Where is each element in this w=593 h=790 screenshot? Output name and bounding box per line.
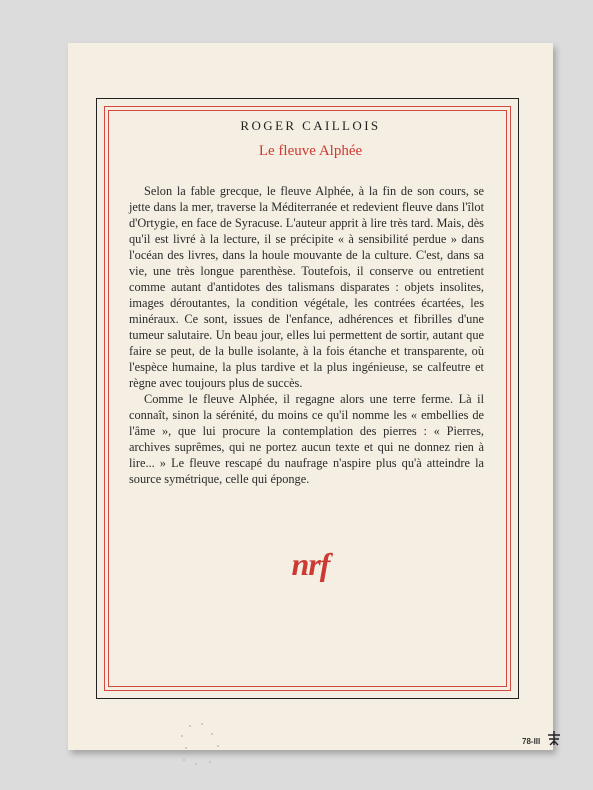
author-name: ROGER CAILLOIS: [240, 118, 381, 133]
book-back-cover: [68, 43, 553, 750]
nrf-logo: nrf: [291, 546, 330, 582]
book-title: Le fleuve Alphée: [258, 143, 363, 159]
catalog-code: 78-III: [522, 737, 541, 746]
blurb-paragraph-1: Selon la fable grecque, le fleuve Alphée, à la fin de son cours, se jette dans la mer, traverse la Méditerranée et redevient fleuve dans l'îlot d'Ortygie, en face de Syracuse. L'auteur apprit à lire très tard. Mais, dès qu'il est livré à la lecture, il se précipite « à sensibilité perdue » dans l'océan des livres, dans la houle mouvante de la culture. C'est, dans sa vie, une très longue parenthèse. Toutefois, il conserve ou entretient comme autant d'antidotes des talismans disparates : objets insolites, images déroutantes, la condition végétale, les contrées écartées, les minéraux. Ce sont, issues de l'enfance, adhérences et fibrilles d'une tumeur salutaire. Un beau jour, elles lui permettent de sortir, autant que faire se peut, de la bulle isolante, à la fois étanche et transparente, où l'espèce humaine, la plus tardive et la plus ingénieuse, se calfeutre et règne avec toujours plus de succès.: [129, 184, 484, 390]
publisher-mark-icon: [546, 730, 562, 746]
embossed-dots: [181, 723, 226, 768]
blurb-paragraph-2: Comme le fleuve Alphée, il regagne alors une terre ferme. Là il connaît, sinon la sérénité, du moins ce qu'il nomme les « embellies de l'âme », que lui procure la contemplation des pierres : « Pierres, archives suprêmes, qui ne portez aucun texte et qui ne donnez rien à lire... » Le fleuve rescapé du naufrage n'aspire plus qu'à atteindre la source symétrique, celle qui éponge.: [129, 392, 484, 486]
blurb-text: [129, 183, 484, 487]
